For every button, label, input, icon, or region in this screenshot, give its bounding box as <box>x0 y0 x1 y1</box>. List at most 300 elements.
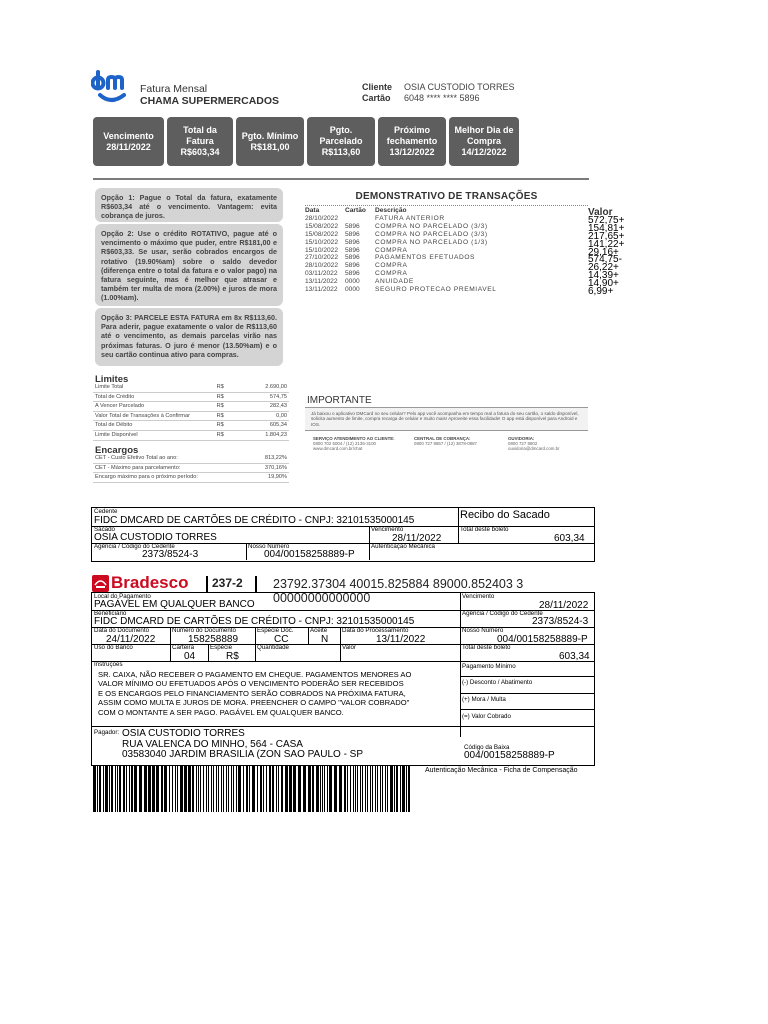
service-cobranca <box>414 436 504 446</box>
table-row <box>305 239 588 247</box>
limit-value: 0,00 <box>257 411 289 421</box>
barcode-bar <box>285 766 288 812</box>
barcode-bar <box>208 766 209 812</box>
charge-label: CET - Máximo para parcelamento: <box>93 463 250 473</box>
charge-value: 813,22% <box>250 454 289 463</box>
barcode-bar <box>400 766 401 812</box>
cell-data: 03/11/2022 <box>305 270 338 278</box>
cell-data: 28/10/2022 <box>305 262 339 270</box>
limit-currency: R$ <box>215 411 257 421</box>
barcode-bar <box>362 766 363 812</box>
barcode-bar <box>408 766 410 812</box>
bradesco-logo-icon <box>92 575 109 592</box>
cell-cartao: 5896 <box>345 262 360 270</box>
limit-value: 282,43 <box>257 402 289 412</box>
cell-descricao: COMPRA <box>375 246 408 254</box>
card-line: fechamento <box>386 136 438 146</box>
barcode-bar <box>375 766 376 812</box>
pagador-address-1: RUA VALENCA DO MINHO, 564 - CASA <box>122 739 303 750</box>
limit-row <box>93 402 289 412</box>
barcode-bar <box>387 766 388 812</box>
cell-cartao: 5896 <box>345 254 360 262</box>
charge-label: Encargo máximo para o próximo período: <box>93 473 250 483</box>
card-line: Próximo <box>393 125 430 135</box>
limit-value: 2.690,00 <box>257 383 289 392</box>
barcode-bar <box>357 766 358 812</box>
col-descricao: Descrição <box>375 207 407 214</box>
limit-value: 574,75 <box>257 392 289 402</box>
table-row <box>305 278 588 286</box>
barcode-bar <box>238 766 241 812</box>
limits-table <box>93 383 289 441</box>
cell-cartao: 5896 <box>345 222 360 230</box>
summary-cards <box>93 117 519 166</box>
limit-label: Limite Total <box>93 383 215 392</box>
receipt-venc-value: 28/11/2022 <box>392 533 442 544</box>
barcode-bar <box>406 766 407 812</box>
autenticacao-label: Autenticação Mecânica - Ficha de Compensação <box>425 767 578 774</box>
barcode-bar <box>322 766 323 812</box>
sacado-label: Sacado <box>94 526 115 533</box>
barcode-bar <box>396 766 398 812</box>
barcode-bar <box>226 766 227 812</box>
table-row <box>305 262 588 270</box>
barcode-bar <box>377 766 378 812</box>
barcode-bar <box>355 766 356 812</box>
cell-descricao: COMPRA <box>375 270 408 278</box>
col-cartao: Cartão <box>345 207 366 214</box>
barcode-bar <box>184 766 187 812</box>
especie-doc-value: CC <box>274 634 289 645</box>
barcode-bar <box>324 766 325 812</box>
barcode-bar <box>126 766 127 812</box>
table-row <box>305 231 588 239</box>
barcode-bar <box>347 766 348 812</box>
data-proc-label: Data do Processamento <box>342 627 409 634</box>
local-label: Local do Pagamento <box>94 593 151 600</box>
venc-value: 28/11/2022 <box>539 600 589 611</box>
barcode-bar <box>390 766 393 812</box>
card-line: 13/12/2022 <box>389 147 435 157</box>
table-row <box>305 223 588 231</box>
pagador-label: Pagador: <box>94 729 120 736</box>
limit-label: Limite Disponível <box>93 430 215 440</box>
instruction-line: ASSIM COMO MULTA E JUROS DE MORA. PREENCHER O CAMPO "VALOR COBRADO" <box>98 698 410 708</box>
carteira-label: Carteira <box>172 644 195 651</box>
barcode-bar <box>148 766 151 812</box>
receipt-venc-label: Vencimento <box>371 526 404 533</box>
cell-descricao: PAGAMENTOS EFETUADOS <box>375 254 476 262</box>
barcode-bar <box>115 766 116 812</box>
client-name: OSIA CUSTODIO TORRES <box>404 82 515 92</box>
cell-valor: 26,22+ <box>588 262 619 274</box>
barcode-bar <box>156 766 159 812</box>
barcode-bar <box>327 766 328 812</box>
card-line: Pgto. Mínimo <box>241 130 299 141</box>
barcode-bar <box>198 766 199 812</box>
card-line: Parcelado <box>319 136 363 146</box>
barcode-bar <box>334 766 337 812</box>
barcode-bar <box>320 766 321 812</box>
especie-value: R$ <box>226 651 239 662</box>
barcode-bar <box>233 766 234 812</box>
cell-valor: 6,99+ <box>588 286 614 298</box>
limit-currency: R$ <box>215 421 257 431</box>
barcode-bar <box>169 766 170 812</box>
card-line: 28/11/2022 <box>106 141 151 152</box>
valor-cobrado-label: (=) Valor Cobrado <box>462 713 511 720</box>
limit-label: Total de Débito <box>93 421 215 431</box>
nosso-value: 004/00158258889-P <box>497 634 588 645</box>
barcode-bar <box>144 766 147 812</box>
pag-min-label: Pagamento Mínimo <box>462 663 516 670</box>
pagador-name: OSIA CUSTODIO TORRES <box>122 728 245 739</box>
barcode-bar <box>329 766 332 812</box>
benef-label: Beneficiário <box>94 610 127 617</box>
cell-cartao <box>345 215 375 223</box>
barcode-bar <box>97 766 98 812</box>
instruction-line: VALOR MÍNIMO OU EFETUADOS APÓS O VENCIMENTO PODERÃO SER RECEBIDOS <box>98 679 404 689</box>
barcode-bar <box>249 766 250 812</box>
charge-label: CET - Custo Efetivo Total ao ano: <box>93 454 250 463</box>
cell-valor: 29,16+ <box>588 246 619 258</box>
table-row <box>305 286 588 294</box>
table-row <box>305 247 588 255</box>
num-doc-value: 158258889 <box>188 634 239 645</box>
option-1-box: Opção 1: Pague o Total da fatura, exatamente R$603,34 até o vencimento. Vantagem: evita cobrança de juros. <box>95 188 283 222</box>
receipt-agencia-value: 2373/8524-3 <box>142 549 199 560</box>
card-vencimento <box>93 117 164 166</box>
service-ouvidoria-title: OUVIDORIA: <box>508 436 535 441</box>
limit-value: 605,34 <box>257 421 289 431</box>
receipt-total-label: Total deste boleto <box>460 526 509 533</box>
barcode-bar <box>298 766 301 812</box>
payment-slip <box>91 592 595 766</box>
barcode-bar <box>139 766 142 812</box>
barcode-bar <box>281 766 283 812</box>
uso-banco-label: Uso do Banco <box>94 644 133 651</box>
barcode-bar <box>164 766 167 812</box>
barcode-bar <box>394 766 395 812</box>
barcode-bar <box>339 766 342 812</box>
cod-baixa-value: 004/00158258889-P <box>464 750 555 761</box>
benef-value: FIDC DMCARD DE CARTÕES DE CRÉDITO - CNPJ: 32101535000145 <box>94 616 415 627</box>
dmcard-logo <box>91 67 131 107</box>
barcode-bar <box>402 766 405 812</box>
barcode-bar <box>365 766 366 812</box>
barcode-bar <box>192 766 194 812</box>
card-pgto-minimo <box>236 117 304 166</box>
barcode-bar <box>236 766 237 812</box>
cell-descricao: SEGURO PROTECAO PREMIAVEL <box>375 286 497 294</box>
receipt-agencia-label: Agência / Código do Cedente <box>94 543 175 550</box>
local-value: PAGÁVEL EM QUALQUER BANCO <box>94 599 255 610</box>
col-data: Data <box>305 207 320 214</box>
barcode-bar <box>196 766 197 812</box>
table-header-row <box>305 207 588 215</box>
cell-descricao: COMPRA <box>375 262 408 270</box>
barcode-bar <box>152 766 155 812</box>
nosso-label: Nosso Número <box>462 627 504 634</box>
charge-value: 370,16% <box>250 463 289 473</box>
barcode-bar <box>175 766 176 812</box>
especie-doc-label: Espécie Doc. <box>257 627 294 634</box>
cell-data: 15/10/2022 <box>305 246 339 254</box>
card-line: Fatura <box>186 136 214 146</box>
barcode-bar <box>216 766 217 812</box>
barcode-bar <box>344 766 346 812</box>
service-ouvidoria <box>508 436 588 452</box>
barcode-bar <box>177 766 178 812</box>
barcode <box>93 766 411 812</box>
card-label: Cartão <box>362 93 391 103</box>
option-2-box: Opção 2: Use o crédito ROTATIVO, pague até o vencimento o máximo que puder, entre R$181,00 e R$603,33. Se usar, serão cobrados encargos de rotativo (19.90%am) sobre o saldo devedor (diferença entre o total da fatura e o valor pago) na fatura seguinte, mas é melhor que atrasar e também ter multa de mora (2.00%) e juros de mora (1.00%am). <box>95 224 283 306</box>
limit-row <box>93 430 289 440</box>
card-line: R$181,00 <box>250 141 290 152</box>
cell-data: 13/11/2022 <box>305 278 338 286</box>
cell-descricao: COMPRA NO PARCELADO (3/3) <box>375 230 488 238</box>
cedente-value: FIDC DMCARD DE CARTÕES DE CRÉDITO - CNPJ: 32101535000145 <box>94 515 415 526</box>
limit-value: 1.804,23 <box>257 430 289 440</box>
header-divider <box>93 178 589 180</box>
card-melhor-dia <box>449 117 519 166</box>
barcode-bar <box>213 766 214 812</box>
charge-row <box>93 454 289 463</box>
barcode-bar <box>370 766 371 812</box>
service-ouvidoria-email[interactable]: ouvidoria@dmcard.com.br <box>508 446 560 452</box>
barcode-bar <box>360 766 361 812</box>
barcode-bar <box>260 766 262 812</box>
col-valor: Valor <box>588 207 613 218</box>
barcode-bar <box>289 766 292 812</box>
barcode-bar <box>276 766 277 812</box>
limit-currency: R$ <box>215 402 257 412</box>
barcode-bar <box>303 766 306 812</box>
barcode-bar <box>218 766 219 812</box>
service-sac <box>313 436 413 452</box>
service-sac-url[interactable]: www.dmcard.com.br/chat <box>313 446 363 452</box>
barcode-bar <box>172 766 173 812</box>
mora-label: (+) Mora / Multa <box>462 696 506 703</box>
receipt-box <box>91 507 595 562</box>
limit-currency: R$ <box>215 430 257 440</box>
agencia-label: Agência / Código do Cedente <box>462 610 543 617</box>
barcode-bar <box>228 766 229 812</box>
dm-logo-icon <box>91 67 131 107</box>
limit-label: Total de Crédito <box>93 392 215 402</box>
total-label: Total deste boleto <box>462 644 511 651</box>
service-ouvidoria-phone: 0800 727 8802 <box>508 441 538 447</box>
cell-cartao: 0000 <box>345 278 360 286</box>
barcode-bar <box>129 766 130 812</box>
cell-valor: 14,90+ <box>588 278 619 290</box>
cell-data: 15/08/2022 <box>305 222 339 230</box>
barcode-bar <box>123 766 125 812</box>
barcode-bar <box>316 766 319 812</box>
cell-descricao: ANUIDADE <box>375 278 414 286</box>
cell-data: 15/08/2022 <box>305 230 339 238</box>
barcode-bar <box>272 766 274 812</box>
instruction-line: SR. CAIXA, NÃO RECEBER O PAGAMENTO EM CHEQUE. PAGAMENTOS MENORES AO <box>98 670 412 679</box>
carteira-value: 04 <box>184 651 196 662</box>
card-line: Pgto. <box>329 125 353 135</box>
data-doc-value: 24/11/2022 <box>106 634 156 645</box>
barcode-bar <box>263 766 264 812</box>
cell-data: 27/10/2022 <box>305 254 339 262</box>
barcode-bar <box>211 766 212 812</box>
charges-table <box>93 454 289 483</box>
cell-cartao: 5896 <box>345 246 360 254</box>
store-name: CHAMA SUPERMERCADOS <box>140 95 280 107</box>
aceite-label: Aceite <box>310 627 328 634</box>
barcode-bar <box>353 766 354 812</box>
cell-data: 28/10/2022 <box>305 214 339 222</box>
desconto-label: (-) Desconto / Abatimento <box>462 679 533 686</box>
limits-title: Limites <box>95 374 129 385</box>
charge-row <box>93 473 289 483</box>
card-total-fatura <box>167 117 233 166</box>
total-value: 603,34 <box>559 651 590 662</box>
barcode-bar <box>382 766 383 812</box>
receipt-nosso-label: Nosso Número <box>248 543 290 550</box>
barcode-bar <box>257 766 258 812</box>
agencia-value: 2373/8524-3 <box>532 616 589 627</box>
card-pgto-parcelado <box>307 117 375 166</box>
barcode-bar <box>372 766 373 812</box>
cell-cartao: 5896 <box>345 238 360 246</box>
venc-label: Vencimento <box>462 593 495 600</box>
transactions-title: DEMONSTRATIVO DE TRANSAÇÕES <box>355 191 538 202</box>
bank-name: Bradesco <box>111 573 189 592</box>
barcode-bar <box>243 766 244 812</box>
card-line: Melhor Dia de <box>454 125 514 135</box>
barcode-bar <box>93 766 96 812</box>
cell-descricao: FATURA ANTERIOR <box>375 214 445 222</box>
limit-row <box>93 383 289 392</box>
barcode-bar <box>103 766 104 812</box>
barcode-bar <box>111 766 113 812</box>
cell-valor: 14,39+ <box>588 270 619 282</box>
cell-valor: 574,75- <box>588 254 622 266</box>
data-doc-label: Data do Documento <box>94 627 150 634</box>
service-cobranca-phone: 0800 727 8867 / (12) 3878-0887 <box>414 441 477 447</box>
cell-cartao: 5896 <box>345 230 360 238</box>
card-number: 6048 **** **** 5896 <box>404 93 480 103</box>
barcode-bar <box>105 766 108 812</box>
receipt-nosso-value: 004/00158258889-P <box>264 549 355 560</box>
barcode-bar <box>180 766 183 812</box>
important-box: Já baixou o aplicativo DMCard no seu celular? Pelo app você acompanha em tempo real a fatura do seu cartão, o saldo disponível, solicita aumento de limite, compra recarga de celular e muito mais! Aproveite essa facilidade! O app está disponível para Android e IOS. <box>305 407 588 431</box>
barcode-bar <box>99 766 101 812</box>
service-cobranca-title: CENTRAL DE COBRANÇA: <box>414 436 471 441</box>
barcode-bar <box>308 766 311 812</box>
barcode-bar <box>380 766 381 812</box>
invoice-title: Fatura Mensal <box>140 83 208 95</box>
barcode-bar <box>385 766 386 812</box>
barcode-bar <box>312 766 314 812</box>
table-row <box>305 254 588 262</box>
especie-label: Espécie <box>210 644 233 651</box>
cell-descricao: COMPRA NO PARCELADO (1/3) <box>375 238 488 246</box>
barcode-bar <box>119 766 121 812</box>
barcode-bar <box>246 766 248 812</box>
cell-cartao: 5896 <box>345 270 360 278</box>
limit-row <box>93 411 289 421</box>
barcode-bar <box>367 766 368 812</box>
instruction-line: COM O MONTANTE A SER PAGO. PAGÁVEL EM QUALQUER BANCO. <box>98 707 344 717</box>
quantidade-label: Quantidade <box>257 644 289 651</box>
cell-cartao: 0000 <box>345 286 360 294</box>
option-3-box: Opção 3: PARCELE ESTA FATURA em 8x R$113,60. Para aderir, pague exatamente o valor de R$113,60 até o vencimento, as demais parcelas virão nas próximas faturas. O juro é menor (13.50%am) e o seu cartão continua ativo para compras. <box>95 308 283 366</box>
instr-label: Instruções <box>94 661 123 668</box>
barcode-bar <box>131 766 133 812</box>
cell-data: 15/10/2022 <box>305 238 339 246</box>
barcode-bar <box>109 766 110 812</box>
charge-value: 19,90% <box>250 473 289 483</box>
instruction-line: E OS ENCARGOS PELO FINANCIAMENTO SERÃO COBRADOS NA PRÓXIMA FATURA, <box>98 688 406 698</box>
pagador-address-2: 03583040 JARDIM BRASILIA (ZON SAO PAULO - SP <box>122 749 364 760</box>
table-row <box>305 270 588 278</box>
cell-valor: 154,81+ <box>588 222 625 234</box>
barcode-bar <box>188 766 191 812</box>
receipt-total-value: 603,34 <box>554 533 585 544</box>
sacado-value: OSIA CUSTODIO TORRES <box>94 532 217 543</box>
important-title: IMPORTANTE <box>307 395 372 406</box>
card-line: 14/12/2022 <box>461 147 507 157</box>
barcode-bar <box>161 766 163 812</box>
client-label: Cliente <box>362 82 393 92</box>
card-proximo-fechamento <box>378 117 446 166</box>
barcode-bar <box>278 766 279 812</box>
bank-code: 237-2 <box>212 576 243 590</box>
limit-label: A Vencer Parcelado <box>93 402 215 412</box>
charges-title: Encargos <box>95 445 139 456</box>
barcode-bar <box>350 766 351 812</box>
aceite-value: N <box>321 634 329 645</box>
barcode-bar <box>252 766 255 812</box>
service-sac-title: SERVIÇO ATENDIMENTO AO CLIENTE: <box>313 436 395 441</box>
card-line: Compra <box>466 136 501 146</box>
barcode-bar <box>200 766 201 812</box>
card-line: R$113,60 <box>321 147 361 157</box>
barcode-bar <box>293 766 296 812</box>
table-row <box>305 215 588 223</box>
receipt-autent-label: Autenticação Mecânica <box>371 543 435 550</box>
cedente-label: Cedente <box>94 508 118 515</box>
card-line: Total da <box>183 125 217 135</box>
barcode-bar <box>134 766 137 812</box>
barcode-bar <box>231 766 232 812</box>
linha-digitavel[interactable]: 23792.37304 40015.825884 89000.852403 3 00000000000000 <box>273 577 524 605</box>
barcode-bar <box>221 766 222 812</box>
limit-currency: R$ <box>215 392 257 402</box>
data-proc-value: 13/11/2022 <box>376 634 426 645</box>
cell-valor: 572,75+ <box>588 214 625 226</box>
barcode-bar <box>266 766 267 812</box>
cod-baixa-label: Código da Baixa <box>464 744 510 751</box>
transactions-table <box>305 207 625 298</box>
limit-currency: R$ <box>215 383 257 392</box>
valor-label: Valor <box>342 644 356 651</box>
card-line: R$603,34 <box>180 147 220 157</box>
barcode-bar <box>117 766 118 812</box>
service-sac-phone: 0800 702 5004 / (12) 2136-3100 <box>313 441 376 447</box>
barcode-bar <box>206 766 207 812</box>
cell-valor: 217,65+ <box>588 230 625 242</box>
limit-row <box>93 392 289 402</box>
cell-descricao: COMPRA NO PARCELADO (3/3) <box>375 222 488 230</box>
transactions-divider <box>305 205 588 206</box>
